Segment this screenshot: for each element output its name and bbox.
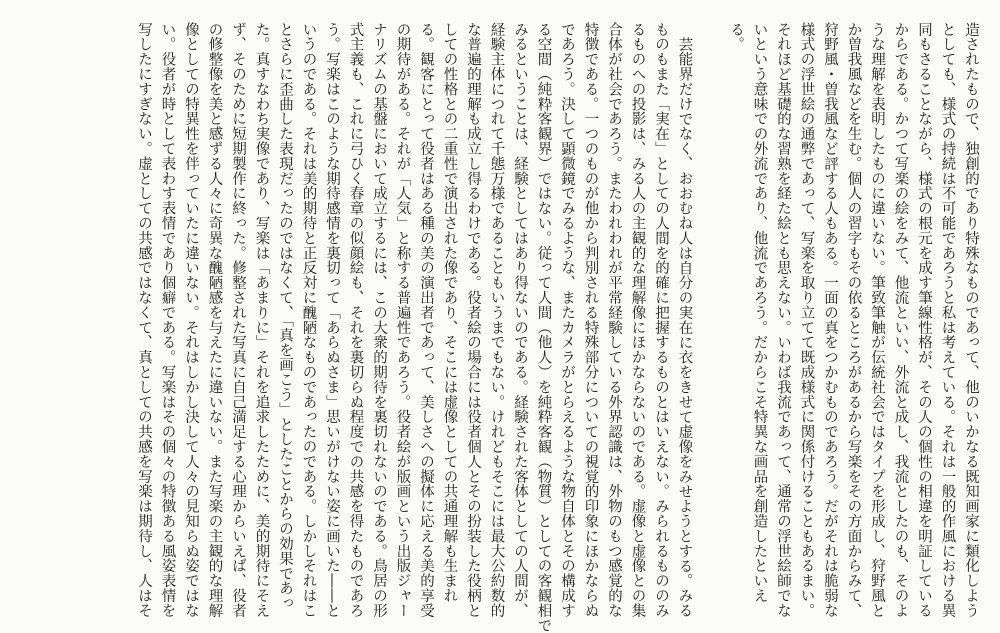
text-column: るものへの投影は、みる人の主観的な理解像にほかならないのである。虚像と虚像との集 [629, 22, 646, 618]
text-column: 式主義も、これに弓ひく春章の似顔絵も、それを裏切らぬ程度での共感を得たものであろ [347, 22, 364, 618]
text-column: からである。かつて写楽の絵をみて、他流といい、外流と成し、我流としたのも、そのよ [892, 22, 909, 618]
text-column: いうのである。それは美的期待と正反対に醜陋なものであったのである。しかしそれはこ [300, 22, 317, 618]
text-column: ものもまた「実在」としての人間を的確に把握するものとはいえない。みられるもののみ [653, 22, 669, 618]
text-column: 合体が社会であろう。またわれわれが平常経験している外界認識は、外物のもつ感覚的な [606, 22, 622, 618]
text-column: うな理解を表明したものに違いない。筆致筆触が伝統社会ではタイプを形成し、狩野風と [869, 22, 885, 618]
text-column: とさらに歪曲した表現だったのではなくて、「真を画こう」としたことからの効果であっ [277, 22, 293, 611]
text-column: 経験主体につれて千態万様であることもいうまでもない。けれどもそこには最大公約数的 [488, 22, 505, 618]
text-column: 特徴である。一つのものが他から判別される特殊部分についての視覚的印象にほかならぬ [582, 22, 599, 618]
text-column: る。観客にとって役者はある種の美の演出者であって、美しさへの擬体に応える美的享受 [418, 22, 434, 618]
text-column: 造されたもので、独創的であり特殊なものであって、他のいかなる既知画家に類化しよう [963, 22, 979, 618]
text-column: ナリズムの基盤において成立するには、この大衆的期待を裏切れないのである。鳥居の形 [371, 22, 387, 618]
text-column: 芸能界だけでなく、おおむね人は自分の実在に衣をきせて虚像をみせようとする。みる [676, 36, 693, 618]
text-column: であろう。決して顕微鏡でみるような、またカメラがとらえるような物自体とその構成す [559, 22, 575, 618]
text-column: 同もさることながら、様式の根元を成す筆線性格が、その人の個性の相違を明証している [916, 22, 932, 618]
text-column: としても、様式の持続は不可能であろうと私は考えている。それは一般的作風における異 [939, 22, 956, 618]
text-column: しての性格との二重性で演出された像であり、そこには虚像としての共通理解も生まれ [441, 22, 458, 604]
text-column: の期待がある。それが「人気」と称する普遍性であろう。役者絵が版画という出版ジャー [394, 22, 411, 618]
text-column: それほど基礎的な習熟を経た絵とも思えない。いわば我流であって、通常の浮世絵師でな [775, 22, 791, 618]
text-column: 狩野風・曽我風など評する人もある。一面の真をつかむものであろう。だがそれは脆弱な [822, 22, 838, 618]
text-column: の修整像を美と感ずる人々に奇異な醜陋感を与えたに違いない。また写楽の主観的な理解 [206, 22, 223, 618]
text-column: た。真すなわち実像であり、写楽は「あまりに」それを追求したために、美的期待にそえ [253, 22, 270, 618]
paragraph-2 [132, 22, 696, 633]
text-column: る空間（純粋客観界）ではない。従って人間（他人）を純粋客観（物質）としての客観相で [535, 22, 552, 633]
text-column: う。写楽はこのような期待感情を裏切って「あらぬさま」思いがけない姿に画いた――と [324, 22, 340, 618]
text-column: か曽我風などを生む。個人の習字もその依るところがあるから写楽をその方面からみて、 [845, 22, 862, 618]
text-column: みるということは、経験としてはあり得ないのである。経験された客体としての人間が、 [512, 22, 528, 618]
text-column: 様式の浮世絵の通弊であって、写楽を取り立てて既成様式に関係付けることもあるまい。 [798, 22, 815, 618]
text-column: る。 [728, 22, 744, 52]
text-column: い。役者が時として表わす表情であり個癖である。写楽はその個々の特徴ある風姿表情を [159, 22, 176, 618]
text-column: 像としての特異性を伴っていたに違いない。それはしかし決して人々の見知らぬ姿ではな [183, 22, 199, 618]
paragraph-1 [724, 22, 983, 618]
vertical-text-body [132, 22, 983, 633]
text-column: な普遍的理解も成立し得るわけである。役者絵の場合には役者個人とその扮装した役柄と [465, 22, 481, 618]
text-column: いという意味での外流であり、他流であろう。だからこそ特異な画品を創造したといえ [751, 22, 768, 604]
text-column: 写したにすぎない。虚としての共感ではなくて、真としての共感を写楽は期待し、人はそ [136, 22, 152, 618]
text-column: ず、そのために短期製作に終った。修整された写真に自己満足する心理からいえば、役者 [230, 22, 246, 618]
